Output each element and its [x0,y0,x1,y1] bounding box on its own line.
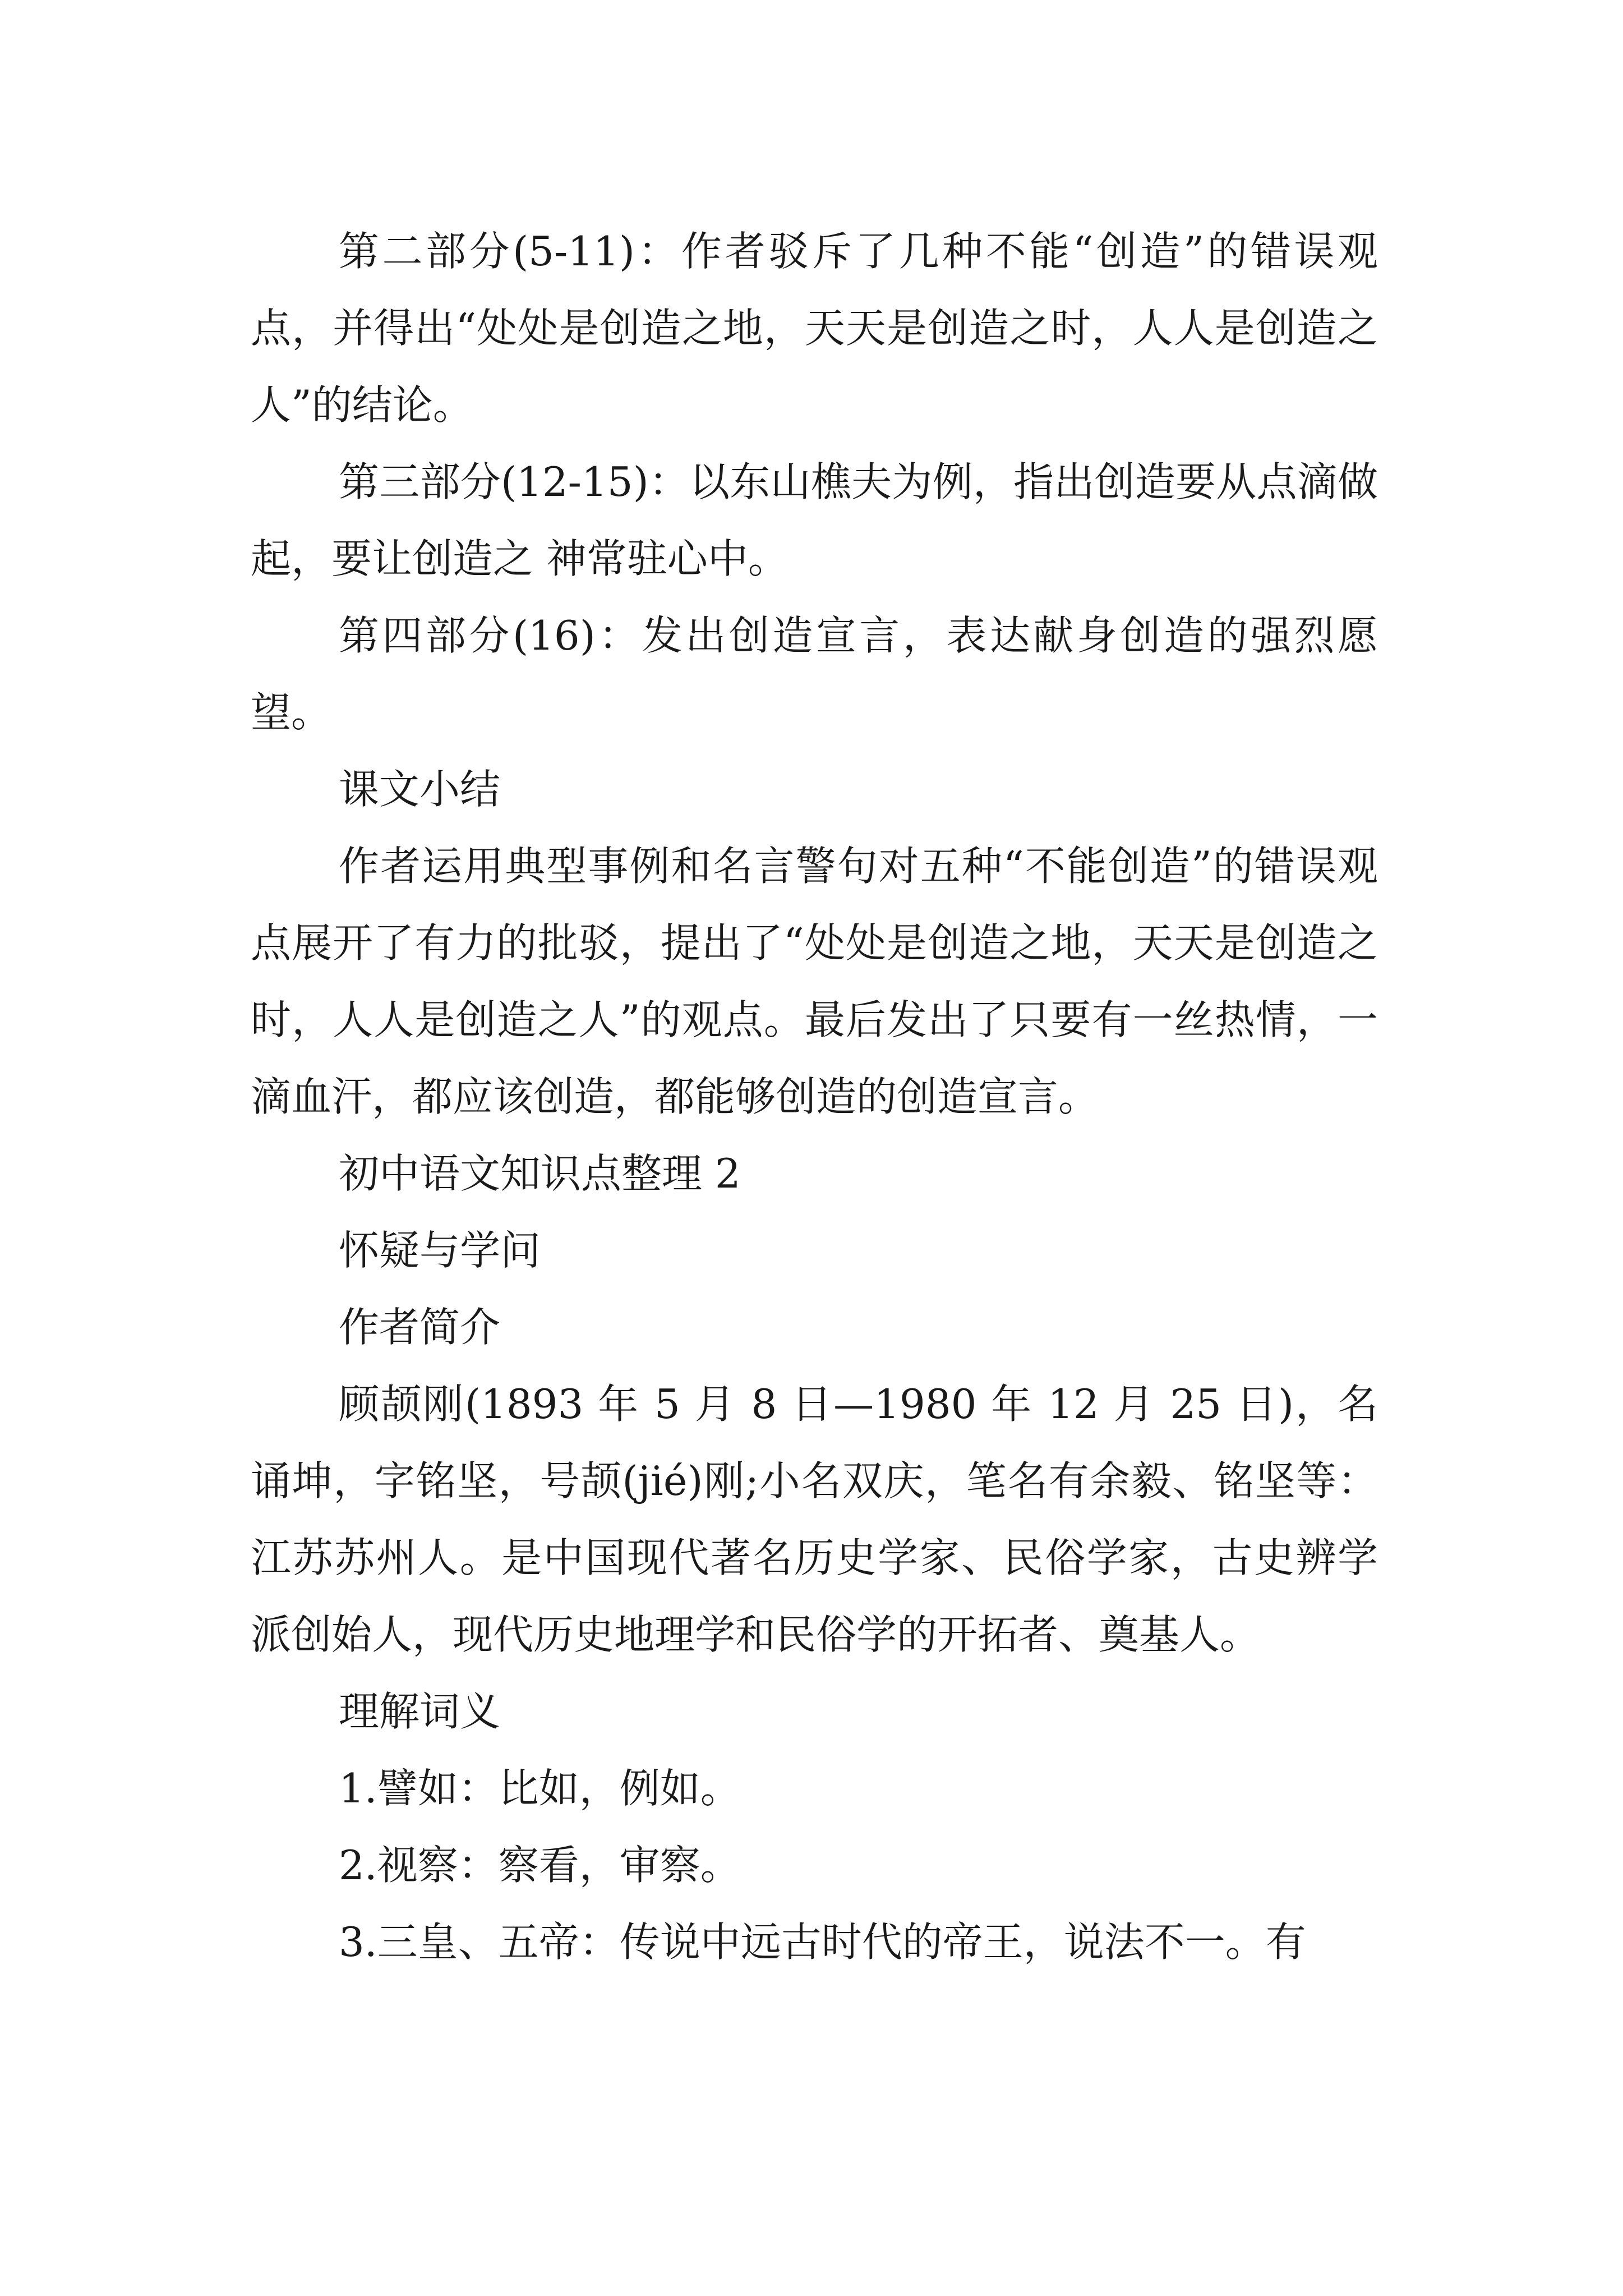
paragraph-lesson-summary: 作者运用典型事例和名言警句对五种“不能创造”的错误观点展开了有力的批驳，提出了“处处是创造之地，天天是创造之时，人人是创造之人”的观点。最后发出了只要有一丝热情，一滴血汗，都应该创造，都能够创造的创造宣言。 [251,843,1378,1120]
vocab-item-2: 2.视察：察看，审察。 [339,1842,741,1889]
heading-section-2: 初中语文知识点整理 2 [339,1150,741,1197]
document-body [251,213,1378,1981]
paragraph-part-four: 第四部分(16)：发出创造宣言，表达献身创造的强烈愿望。 [251,612,1378,736]
paragraph-author-bio: 顾颉刚(1893 年 5 月 8 日—1980 年 12 月 25 日)，名诵坤，字铭坚，号颉(jié)刚;小名双庆，笔名有余毅、铭坚等：江苏苏州人。是中国现代著名历史学家、民俗学家，古史辨学派创始人，现代历史地理学和民俗学的开拓者、奠基人。 [251,1381,1378,1658]
heading-author-intro: 作者简介 [339,1304,501,1351]
paragraph-part-two: 第二部分(5-11)：作者驳斥了几种不能“创造”的错误观点，并得出“处处是创造之地，天天是创造之时，人人是创造之人”的结论。 [251,228,1378,429]
heading-lesson-summary: 课文小结 [339,766,501,813]
vocab-item-3: 3.三皇、五帝：传说中远古时代的帝王，说法不一。有 [339,1918,1306,1966]
heading-vocabulary: 理解词义 [339,1688,501,1735]
vocab-item-1: 1.譬如：比如，例如。 [339,1765,741,1812]
paragraph-part-three: 第三部分(12-15)：以东山樵夫为例，指出创造要从点滴做起，要让创造之 神常驻心中。 [251,458,1378,582]
heading-article-title: 怀疑与学问 [339,1227,541,1274]
